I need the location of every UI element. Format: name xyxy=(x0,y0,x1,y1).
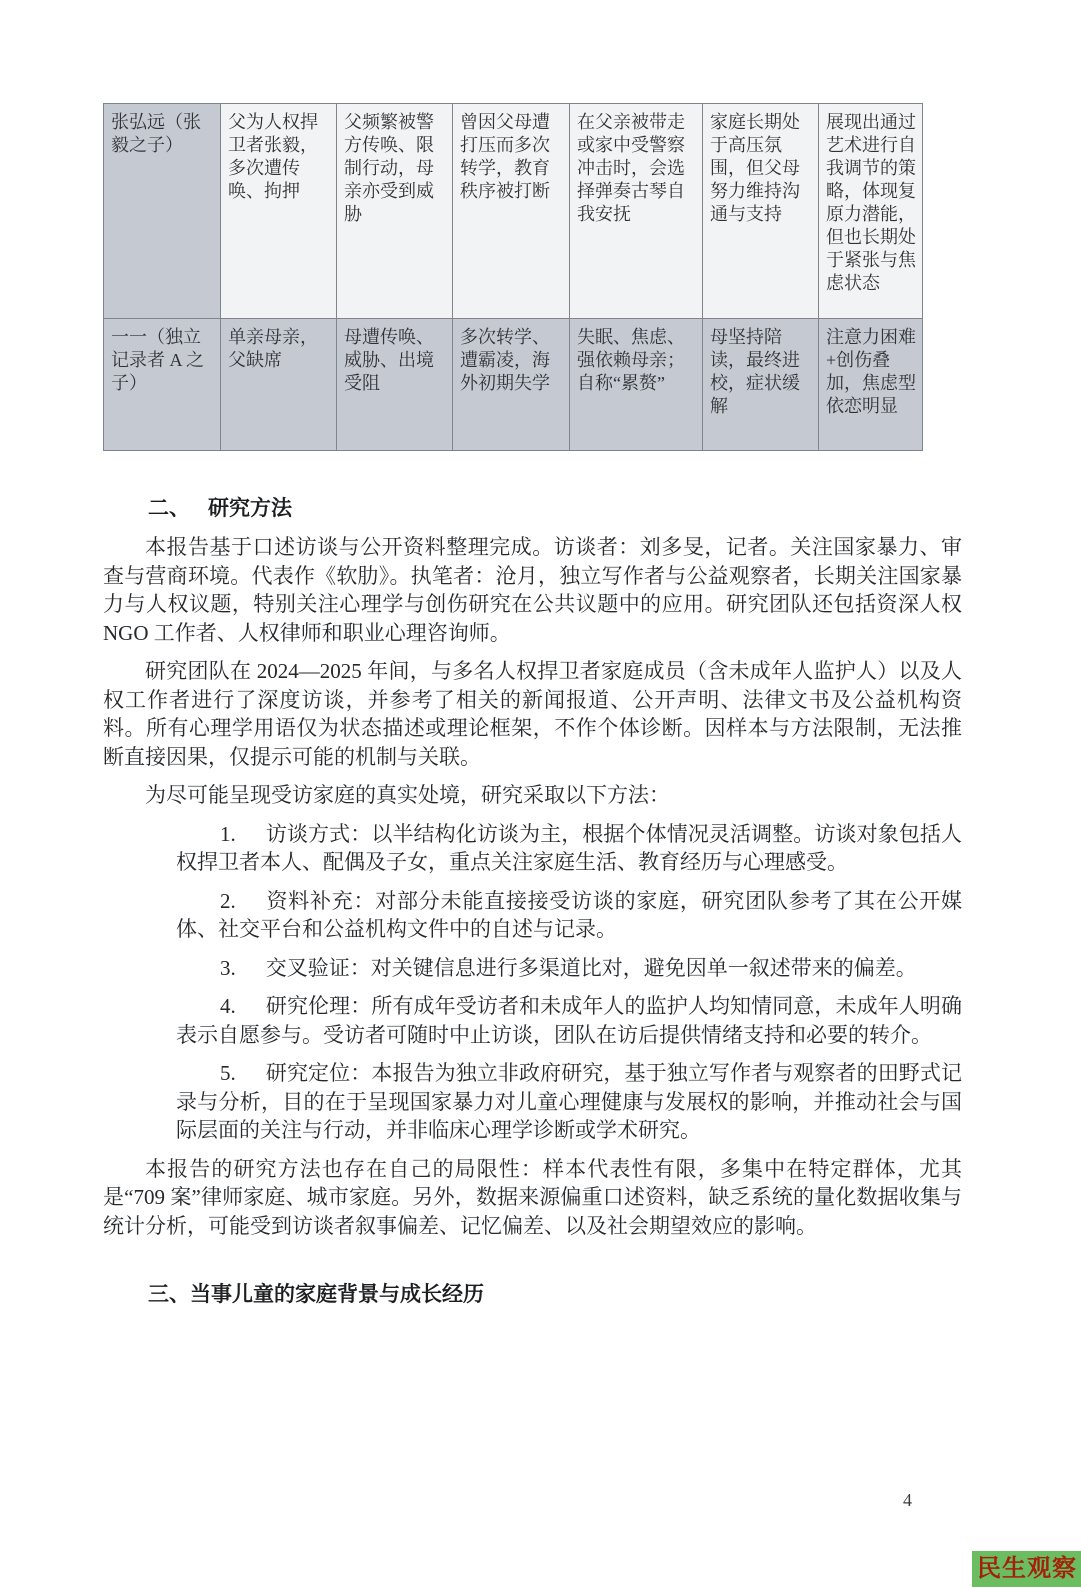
table-cell: 父为人权捍卫者张毅，多次遭传唤、拘押 xyxy=(221,104,337,319)
item-number: 4. xyxy=(220,994,236,1018)
method-item xyxy=(176,1059,962,1145)
row-header-cell: 张弘远（张毅之子） xyxy=(104,104,221,319)
table-cell: 曾因父母遭打压而多次转学，教育秩序被打断 xyxy=(453,104,570,319)
table-row xyxy=(104,319,923,451)
item-text: 研究定位：本报告为独立非政府研究，基于独立写作者与观察者的田野式记录与分析，目的在于呈现国家暴力对儿童心理健康与发展权的影响，并推动社会与国际层面的关注与行动，并非临床心理学诊断或学术研究。 xyxy=(176,1061,962,1142)
row-header-cell: 一一（独立记录者 A 之子） xyxy=(104,319,221,451)
item-number: 3. xyxy=(220,955,236,980)
item-number: 5. xyxy=(220,1061,236,1085)
paragraph: 本报告基于口述访谈与公开资料整理完成。访谈者：刘多旻，记者。关注国家暴力、审查与营商环境。代表作《软肋》。执笔者：沧月，独立写作者与公益观察者，长期关注国家暴力与人权议题，特别关注心理学与创伤研究在公共议题中的应用。研究团队还包括资深人权 NGO 工作者、人权律师和职业心理咨询师。 xyxy=(103,535,962,645)
method-item xyxy=(176,820,962,877)
table-cell: 展现出通过艺术进行自我调节的策略，体现复原力潜能，但也长期处于紧张与焦虑状态 xyxy=(819,104,923,319)
method-item xyxy=(176,887,962,944)
paragraph: 为尽可能呈现受访家庭的真实处境，研究采取以下方法： xyxy=(145,783,670,807)
item-number: 1. xyxy=(220,821,236,846)
section-number: 二、 xyxy=(148,497,190,520)
paragraph: 本报告的研究方法也存在自己的局限性：样本代表性有限，多集中在特定群体，尤其是“709 案”律师家庭、城市家庭。另外，数据来源偏重口述资料，缺乏系统的量化数据收集与统计分析，可能受到访谈者叙事偏差、记忆偏差、以及社会期望效应的影响。 xyxy=(103,1156,962,1238)
item-text: 研究伦理：所有成年受访者和未成年人的监护人均知情同意，未成年人明确表示自愿参与。受访者可随时中止访谈，团队在访后提供情绪支持和必要的转介。 xyxy=(176,994,962,1047)
table-cell: 母遭传唤、威胁、出境受阻 xyxy=(337,319,453,451)
table-cell: 母坚持陪读，最终进校，症状缓解 xyxy=(703,319,819,451)
section-title: 当事儿童的家庭背景与成长经历 xyxy=(190,1283,484,1306)
item-text: 交叉验证：对关键信息进行多渠道比对，避免因单一叙述带来的偏差。 xyxy=(265,955,917,980)
table-cell: 家庭长期处于高压氛围，但父母努力维持沟通与支持 xyxy=(703,104,819,319)
table-row xyxy=(104,104,923,319)
item-text: 资料补充：对部分未能直接接受访谈的家庭，研究团队参考了其在公开媒体、社交平台和公益机构文件中的自述与记录。 xyxy=(176,888,962,941)
section-number: 三、 xyxy=(148,1283,190,1306)
document-body xyxy=(103,496,962,1308)
section-title: 研究方法 xyxy=(208,497,292,520)
table-cell: 多次转学、遭霸凌，海外初期失学 xyxy=(453,319,570,451)
paragraph: 研究团队在 2024—2025 年间，与多名人权捍卫者家庭成员（含未成年人监护人）以及人权工作者进行了深度访谈，并参考了相关的新闻报道、公开声明、法律文书及公益机构资料。所有心理学用语仅为状态描述或理论框架，不作个体诊断。因样本与方法限制，无法推断直接因果，仅提示可能的机制与关联。 xyxy=(103,659,962,769)
item-text: 访谈方式：以半结构化访谈为主，根据个体情况灵活调整。访谈对象包括人权捍卫者本人、配偶及子女，重点关注家庭生活、教育经历与心理感受。 xyxy=(176,821,962,874)
method-item xyxy=(176,954,962,983)
section-heading-methods xyxy=(148,496,962,522)
table-cell: 在父亲被带走或家中受警察冲击时，会选择弹奏古琴自我安抚 xyxy=(570,104,703,319)
table-cell: 失眠、焦虑、强依赖母亲；自称“累赘” xyxy=(570,319,703,451)
mingsheng-watermark: 民生观察 xyxy=(972,1551,1081,1587)
case-table xyxy=(103,103,923,451)
table-cell: 注意力困难+创伤叠加，焦虑型依恋明显 xyxy=(819,319,923,451)
method-item xyxy=(176,992,962,1049)
table-cell: 单亲母亲，父缺席 xyxy=(221,319,337,451)
page-number: 4 xyxy=(903,1490,912,1510)
table-cell: 父频繁被警方传唤、限制行动，母亲亦受到威胁 xyxy=(337,104,453,319)
item-number: 2. xyxy=(220,888,236,913)
section-heading-background xyxy=(148,1282,962,1308)
